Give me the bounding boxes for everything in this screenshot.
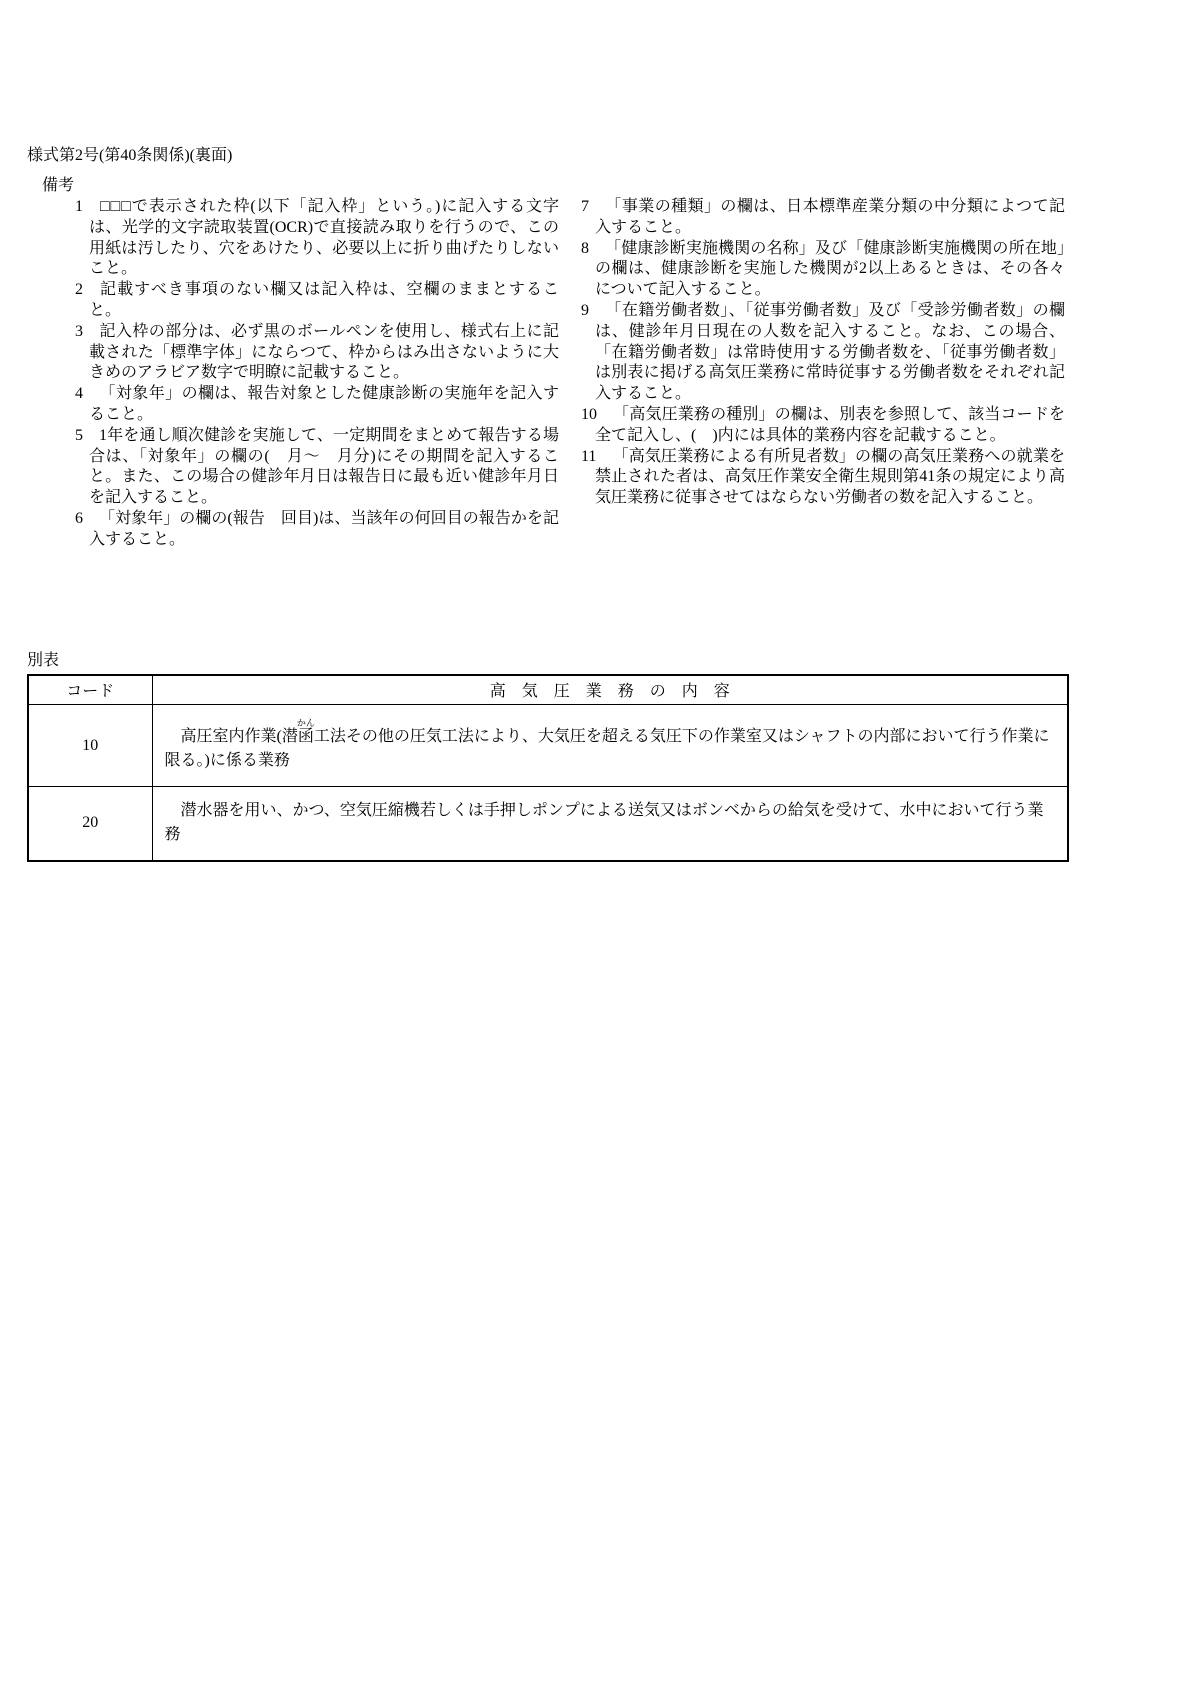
- note-text: 「高気圧業務の種別」の欄は、別表を参照して、該当コードを全て記入し、( )内には具体的業務内容を記載すること。: [595, 405, 1065, 444]
- note-text: 記載すべき事項のない欄又は記入枠は、空欄のままとすること。: [89, 281, 559, 319]
- header-content: 高 気 圧 業 務 の 内 容: [152, 675, 1068, 705]
- text-segment: 潜水器を用い、かつ、空気圧縮機若しくは手押しポンプによる送気又はボンベからの給気を受けて、水中において行う業務: [164, 802, 1044, 844]
- work-description: [165, 718, 1056, 773]
- appendix-table: [27, 674, 1069, 862]
- note-text: 1年を通し順次健診を実施して、一定期間をまとめて報告する場合は、「対象年」の欄の( 月〜 月分)にその期間を記入すること。また、この場合の健診年月日は報告日に最も近い健診年月日を記入すること。: [89, 426, 559, 507]
- note-number: 7: [581, 198, 589, 215]
- form-title: 様式第2号(第40条関係)(裏面): [27, 147, 233, 164]
- note-number: 4: [75, 385, 83, 403]
- table-header-row: [28, 675, 1068, 705]
- work-description: [165, 799, 1056, 847]
- table-row-code-10: [28, 705, 1068, 787]
- note-text: □□□で表示された枠(以下「記入枠」という。)に記入する文字は、光学的文字読取装置(OCR)で直接読み取りを行うので、この用紙は汚したり、穴をあけたり、必要以上に折り曲げたりしないこと。: [89, 198, 559, 278]
- code-cell: 10: [28, 705, 152, 787]
- appendix-title: 別表: [27, 651, 60, 669]
- note-number: 2: [75, 281, 83, 299]
- note-item: [581, 301, 1065, 405]
- note-number: 3: [75, 322, 83, 340]
- note-text: 「対象年」の欄は、報告対象とした健康診断の実施年を記入すること。: [89, 385, 559, 423]
- note-text: 「健康診断実施機関の名称」及び「健康診断実施機関の所在地」の欄は、健康診断を実施した機関が2以上あるときは、その各々について記入すること。: [595, 239, 1065, 299]
- code-cell: 20: [28, 787, 152, 861]
- note-text: 「対象年」の欄の(報告 回目)は、当該年の何回目の報告かを記入すること。: [89, 509, 559, 548]
- remarks-title: 備考: [42, 177, 75, 194]
- note-item: [581, 447, 1065, 509]
- note-text: 「高気圧業務による有所見者数」の欄の高気圧業務への就業を禁止された者は、高気圧作業安全衛生規則第41条の規定により高気圧業務に従事させてはならない労働者の数を記入すること。: [595, 447, 1065, 507]
- content-cell: [152, 705, 1068, 787]
- note-text: 「事業の種類」の欄は、日本標準産業分類の中分類によつて記入すること。: [595, 198, 1065, 236]
- note-item: [75, 426, 559, 509]
- header-code: コード: [28, 675, 152, 705]
- note-number: 8: [581, 239, 589, 257]
- note-number: 6: [75, 509, 83, 527]
- note-text: 記入枠の部分は、必ず黒のボールペンを使用し、様式右上に記載された「標準字体」にならつて、枠からはみ出さないように大きめのアラビア数字で明瞭に記載すること。: [89, 322, 559, 382]
- note-item: [75, 280, 559, 322]
- note-item: [75, 509, 559, 551]
- ruby-base: 函: [296, 728, 315, 746]
- notes-column-right: [581, 197, 1065, 551]
- remarks-columns: [75, 197, 1154, 551]
- note-number: 1: [75, 198, 83, 215]
- text-segment: 高圧室内作業(潜: [180, 728, 298, 746]
- note-number: 9: [581, 301, 589, 319]
- table-row-code-20: [28, 787, 1068, 861]
- text-segment: 工法その他の圧気工法により、大気圧を超える気圧下の作業室又はシャフトの内部において行う作業に限る。)に係る業務: [164, 728, 1050, 770]
- note-item: [75, 197, 559, 280]
- note-item: [581, 405, 1065, 447]
- ruby-annotation: [296, 718, 315, 746]
- note-number: 11: [581, 447, 597, 465]
- notes-column-left: [75, 197, 559, 551]
- note-item: [75, 322, 559, 384]
- note-number: 5: [75, 426, 83, 444]
- ruby-text: かん: [296, 718, 315, 729]
- note-text: 「在籍労働者数」、「従事労働者数」及び「受診労働者数」の欄は、健診年月日現在の人数を記入すること。なお、この場合、「在籍労働者数」は常時使用する労働者数を、「従事労働者数」は別表に掲げる高気圧業務に常時従事する労働者数をそれぞれ記入すること。: [595, 301, 1065, 403]
- note-item: [75, 384, 559, 426]
- note-item: [581, 239, 1065, 301]
- note-item: [581, 197, 1065, 239]
- content-cell: [152, 787, 1068, 861]
- note-number: 10: [581, 405, 597, 423]
